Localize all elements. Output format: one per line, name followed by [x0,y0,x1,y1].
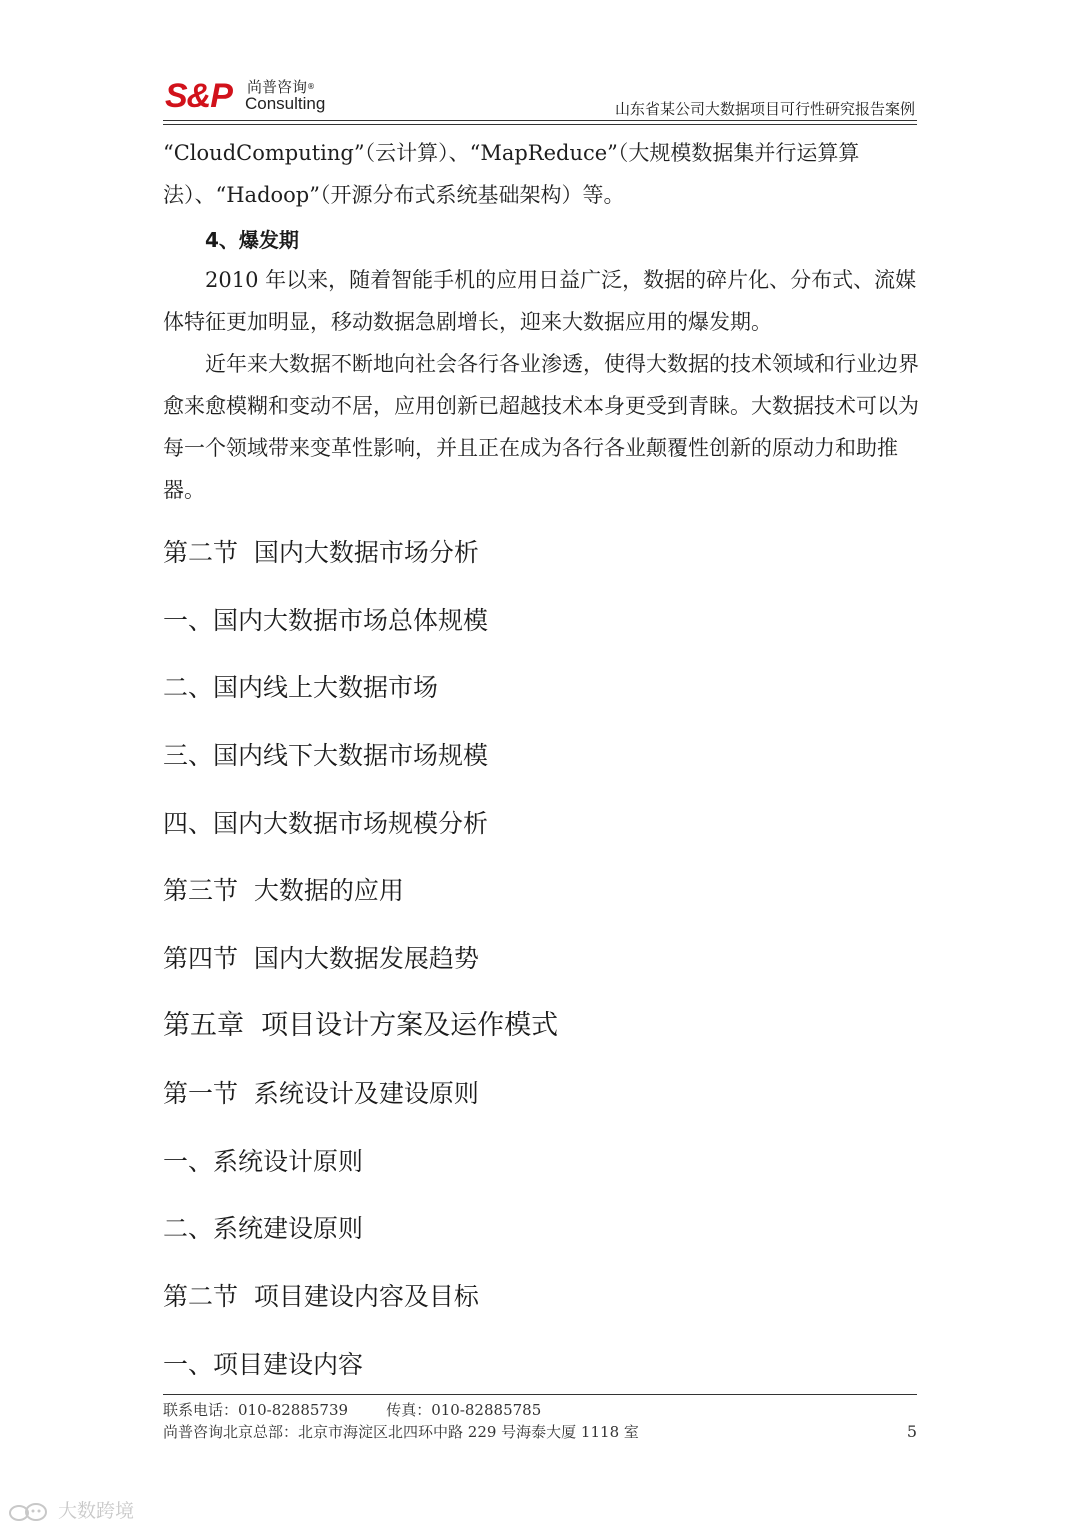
section-heading: 第二节 项目建设内容及目标 [163,1282,479,1311]
subsection-heading: 二、系统建设原则 [163,1214,364,1243]
page-number: 5 [906,1422,917,1441]
subheading-explosion-period: 4、爆发期 [205,228,299,252]
watermark [8,1496,134,1524]
subsection-heading: 三、国内线下大数据市场规模 [163,741,489,770]
paragraph-recent-years: 近年来大数据不断地向社会各行各业渗透，使得大数据的技术领域和行业边界愈来愈模糊和变动不居，应用创新已超越技术本身更受到青睐。大数据技术可以为每一个领域带来变革性影响，并且正在成为各行各业颠覆性创新的原动力和助推器。 [163,352,919,502]
header-divider-thin [163,124,917,125]
footer-address: 尚普咨询北京总部：北京市海淀区北四环中路 229 号海泰大厦 1118 室 [163,1423,639,1441]
subsection-heading: 一、国内大数据市场总体规模 [163,606,489,635]
section-heading: 第四节 国内大数据发展趋势 [163,944,479,973]
chapter-heading: 第五章 项目设计方案及运作模式 [163,1010,559,1041]
section-heading: 第三节 大数据的应用 [163,876,404,905]
footer-contact: 联系电话：010-82885739 传真：010-82885785 [163,1401,542,1419]
watermark-logo-icon [8,1501,48,1523]
paragraph-cloud-computing: “CloudComputing”（云计算）、“MapReduce”（大规模数据集并行运算算法）、“Hadoop”（开源分布式系统基础架构）等。 [163,141,860,207]
section-heading: 第一节 系统设计及建设原则 [163,1079,479,1108]
logo-english-name: Consulting [245,94,326,113]
watermark-text: 大数跨境 [58,1500,135,1522]
subsection-heading: 一、系统设计原则 [163,1147,364,1176]
subsection-heading: 二、国内线上大数据市场 [163,673,439,702]
footer-divider [163,1394,917,1395]
logo-sp-mark: S&P [165,77,232,115]
paragraph-since-2010: 2010 年以来，随着智能手机的应用日益广泛，数据的碎片化、分布式、流媒体特征更加明显，移动数据急剧增长，迎来大数据应用的爆发期。 [163,268,917,334]
header-divider [163,120,917,121]
subsection-heading: 一、项目建设内容 [163,1350,364,1379]
logo-chinese-name: 尚普咨询® [247,78,316,96]
section-heading: 第二节 国内大数据市场分析 [163,538,479,567]
subsection-heading: 四、国内大数据市场规模分析 [163,809,489,838]
header-title: 山东省某公司大数据项目可行性研究报告案例 [614,100,915,118]
